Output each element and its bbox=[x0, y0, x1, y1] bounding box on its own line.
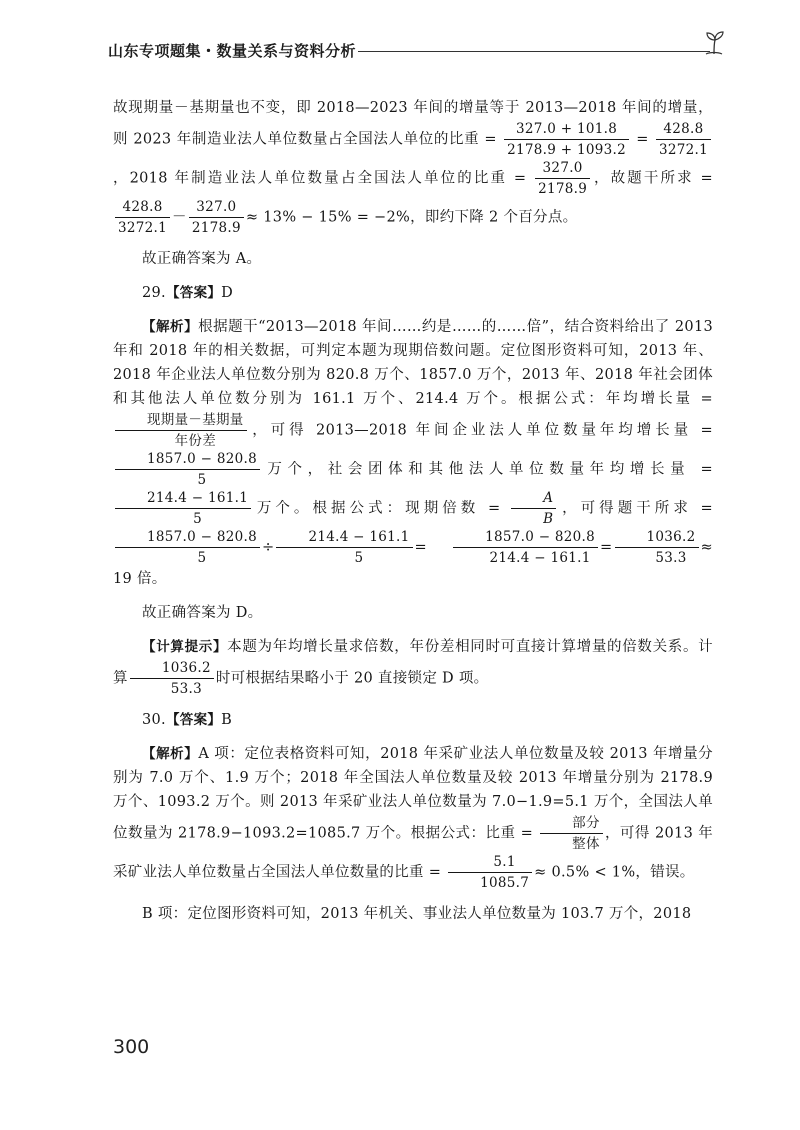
fraction bbox=[115, 450, 260, 489]
denominator: 53.3 bbox=[170, 681, 202, 697]
fraction bbox=[276, 528, 412, 567]
denominator: 3272.1 bbox=[658, 142, 708, 158]
answer-letter: D bbox=[221, 285, 234, 301]
running-header bbox=[108, 34, 728, 68]
denominator: 5 bbox=[197, 472, 207, 488]
text-segment: A 项：定位表格资料可知，2018 年采矿业法人单位数量及较 2013 年增量分别为 7.0 万个、1.9 万个；2018 年全国法人单位数量及较 2013 年增量分别为 2178.9 万个、1093.2 万个。则 2013 年采矿业法人单位数量为 7.0−1.9=5.1 万个，全国法人单位数量为 2178.9−1093.2=1085.7 万个。根据公式：比重 = bbox=[113, 746, 713, 842]
conclusion-q28: 故正确答案为 A。 bbox=[142, 251, 262, 267]
numerator: 1036.2 bbox=[615, 528, 699, 548]
numerator: 214.4 − 161.1 bbox=[276, 528, 412, 548]
denominator: 1085.7 bbox=[480, 875, 530, 891]
denominator: 整体 bbox=[572, 836, 600, 852]
fraction bbox=[656, 120, 711, 159]
numerator: 5.1 bbox=[448, 853, 532, 873]
numerator: 327.0 bbox=[189, 198, 244, 218]
fraction bbox=[453, 528, 598, 567]
text-segment: ≈ 19 倍。 bbox=[113, 539, 713, 587]
numerator: 214.4 − 161.1 bbox=[115, 489, 251, 509]
calc-tip-q29 bbox=[113, 635, 713, 698]
numerator: 327.0 bbox=[535, 159, 590, 179]
numerator: 1036.2 bbox=[130, 659, 214, 679]
denominator: 2178.9 bbox=[191, 220, 241, 236]
equals-sign: = bbox=[414, 539, 427, 556]
fraction bbox=[189, 198, 244, 237]
text-segment: 本题为年均增长量求倍数，年份差相同时可直接计算增量的倍数关系。计算 bbox=[113, 639, 713, 687]
sprout-icon bbox=[702, 30, 728, 56]
fraction bbox=[115, 528, 260, 567]
equals-sign: = bbox=[600, 539, 613, 556]
minus-sign: － bbox=[172, 209, 187, 226]
fraction bbox=[535, 159, 590, 198]
page-number: 300 bbox=[113, 1036, 150, 1058]
fraction bbox=[504, 120, 629, 159]
answer-tag: 【答案】 bbox=[165, 285, 222, 301]
fraction bbox=[540, 814, 603, 853]
answer-q30 bbox=[113, 708, 713, 732]
text-segment: ，可得 2013 年采矿业法人单位数量占全国法人单位数量的比重 = bbox=[113, 825, 713, 881]
text-segment: ≈ 13% − 15% = −2%，即约下降 2 个百分点。 bbox=[245, 209, 578, 226]
denominator: 2178.9 bbox=[538, 181, 588, 197]
fraction bbox=[448, 853, 532, 892]
calc-tip-tag: 【计算提示】 bbox=[142, 639, 228, 655]
fraction bbox=[615, 528, 699, 567]
denominator: B bbox=[543, 511, 554, 527]
numerator: 1857.0 − 820.8 bbox=[115, 528, 260, 548]
equals-sign: = bbox=[636, 131, 649, 148]
text-segment: ，可得题干所求 = bbox=[558, 500, 713, 517]
answer-q29 bbox=[113, 281, 713, 305]
paragraph-q28-continued bbox=[113, 96, 713, 237]
numerator: 428.8 bbox=[656, 120, 711, 140]
question-number: 29. bbox=[142, 285, 166, 301]
denominator: 5 bbox=[197, 550, 207, 566]
text-segment: ，2018 年制造业法人单位数量占全国法人单位的比重 = bbox=[113, 170, 527, 187]
analysis-q29 bbox=[113, 315, 713, 591]
fraction bbox=[115, 411, 247, 450]
answer-letter: B bbox=[221, 712, 233, 728]
fraction bbox=[130, 659, 214, 698]
analysis-tag: 【解析】 bbox=[142, 746, 199, 762]
fraction bbox=[115, 198, 170, 237]
denominator: 5 bbox=[193, 511, 202, 527]
numerator: 1857.0 − 820.8 bbox=[453, 528, 598, 548]
denominator: 5 bbox=[354, 550, 364, 566]
analysis-tag: 【解析】 bbox=[142, 319, 199, 335]
question-number: 30. bbox=[142, 712, 166, 728]
denominator: 2178.9 + 1093.2 bbox=[507, 142, 626, 158]
text-segment: 根据题干“2013—2018 年间……约是……的……倍”，结合资料给出了 2013 年和 2018 年的相关数据，可判定本题为现期倍数问题。定位图形资料可知，2013 年、2018 年企业法人单位数分别为 820.8 万个、1857.0 万个，2013 年、2018 年社会团体和其他法人单位数分别为 161.1 万个、214.4 万个。根据公式：年均增长量 = bbox=[113, 319, 713, 407]
answer-content bbox=[113, 96, 713, 936]
analysis-q30 bbox=[113, 742, 713, 892]
numerator: 327.0 + 101.8 bbox=[504, 120, 629, 140]
text-segment: ≈ 0.5% < 1%，错误。 bbox=[534, 864, 695, 881]
numerator: A bbox=[511, 489, 556, 509]
option-b-q30: B 项：定位图形资料可知，2013 年机关、事业法人单位数量为 103.7 万个，2018 bbox=[142, 906, 692, 922]
answer-tag: 【答案】 bbox=[165, 712, 222, 728]
denominator: 年份差 bbox=[174, 433, 216, 449]
numerator: 1857.0 − 820.8 bbox=[115, 450, 260, 470]
fraction bbox=[511, 489, 556, 528]
conclusion-q29: 故正确答案为 D。 bbox=[142, 605, 263, 621]
header-rule bbox=[358, 51, 710, 52]
text-segment: ，故题干所求 = bbox=[592, 170, 713, 187]
numerator: 428.8 bbox=[115, 198, 170, 218]
divide-sign: ÷ bbox=[261, 539, 275, 556]
denominator: 214.4 − 161.1 bbox=[489, 550, 591, 566]
text-segment: 时可根据结果略小于 20 直接锁定 D 项。 bbox=[215, 670, 489, 687]
text-segment: 万个，社会团体和其他法人单位数量年均增长量 = bbox=[261, 461, 713, 478]
text-segment: 万个。根据公式：现期倍数 = bbox=[253, 500, 501, 517]
text-segment: ，可得 2013—2018 年间企业法人单位数量年均增长量 = bbox=[248, 422, 713, 439]
numerator: 现期量－基期量 bbox=[115, 411, 247, 431]
fraction bbox=[115, 489, 251, 528]
denominator: 3272.1 bbox=[118, 220, 168, 236]
text-segment: 故现期量－基期量也不变，即 2018—2023 年间的增量等于 2013—2018 年间的增量，则 2023 年制造业法人单位数量占全国法人单位的比重 = bbox=[113, 100, 713, 148]
header-title: 山东专项题集・数量关系与资料分析 bbox=[108, 40, 364, 61]
numerator: 部分 bbox=[540, 814, 603, 834]
denominator: 53.3 bbox=[655, 550, 687, 566]
